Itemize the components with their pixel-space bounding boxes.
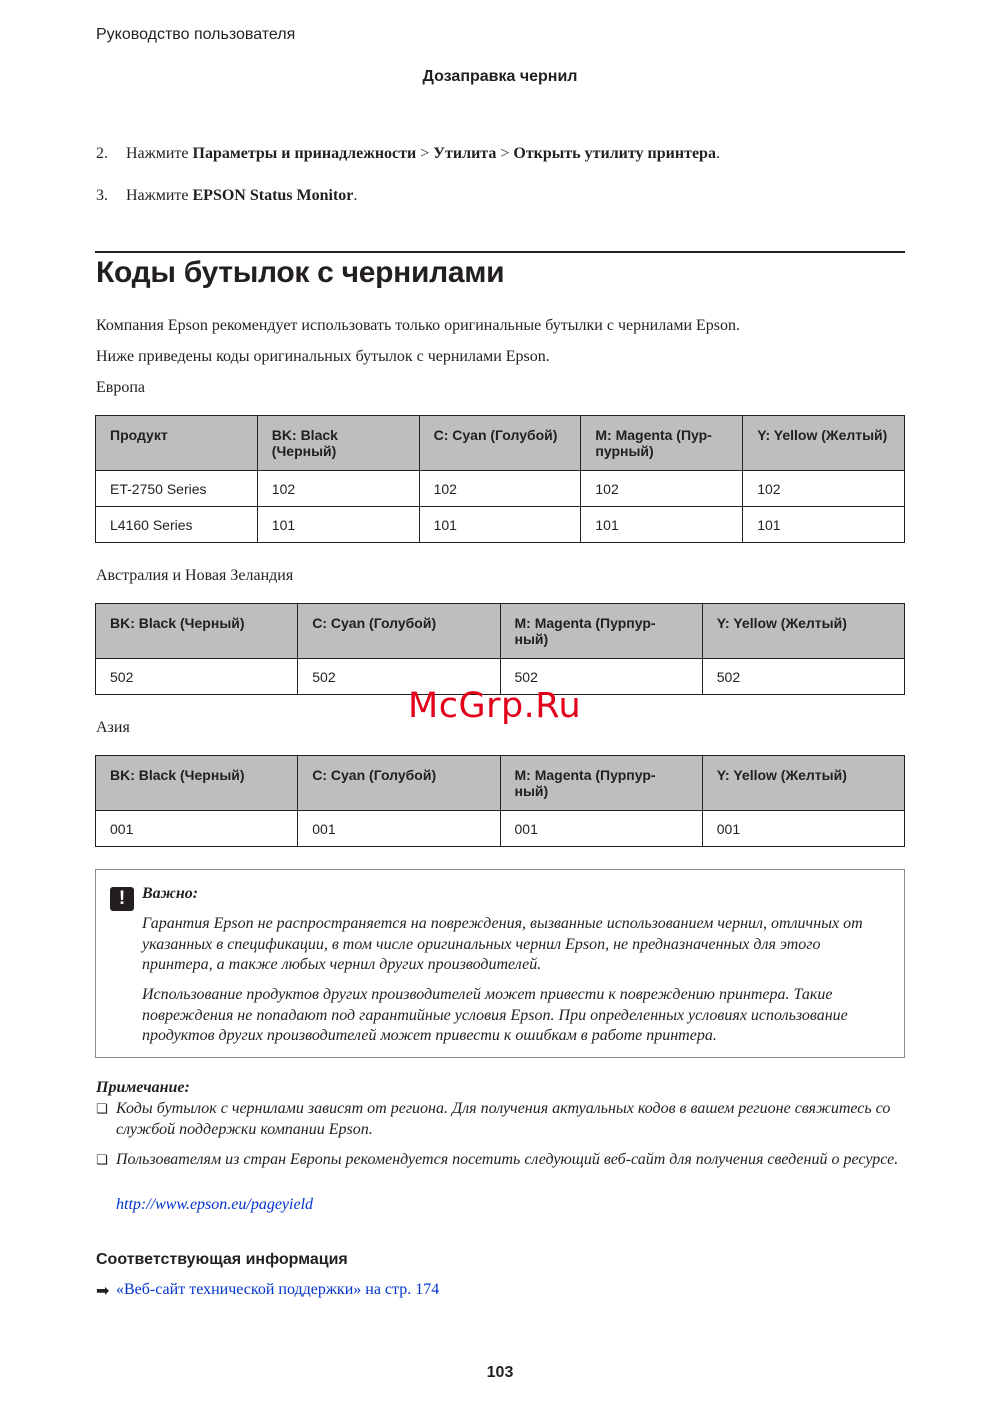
step-number: 3.: [96, 187, 108, 204]
table-cell: 001: [298, 811, 500, 847]
column-header: Y: Yellow (Желтый): [702, 604, 904, 659]
column-header: Продукт: [96, 416, 258, 471]
step-text: Нажмите: [126, 187, 193, 204]
column-header: C: Cyan (Голубой): [298, 756, 500, 811]
column-header: C: Cyan (Голубой): [419, 416, 581, 471]
table-cell: 102: [581, 471, 743, 507]
step-2: [96, 145, 720, 163]
column-header: M: Magenta (Пур-пурный): [581, 416, 743, 471]
column-header: BK: Black (Черный): [257, 416, 419, 471]
checkbox-bullet-icon: ❏: [96, 1102, 108, 1117]
note-item: Пользователям из стран Европы рекомендуется посетить следующий веб-сайт для получения сведений о ресурсе.: [116, 1151, 899, 1168]
table-cell: 502: [702, 659, 904, 695]
table-header-row: [96, 756, 905, 811]
note-item: Коды бутылок с чернилами зависят от региона. Для получения актуальных кодов в вашем регионе свяжитесь со службой поддержки компании Epson.: [116, 1100, 891, 1138]
step-suffix: .: [715, 145, 720, 162]
support-website-link[interactable]: «Веб-сайт технической поддержки» на стр. 174: [116, 1281, 440, 1298]
column-header: C: Cyan (Голубой): [298, 604, 500, 659]
table-header-row: [96, 604, 905, 659]
column-header: Y: Yellow (Желтый): [743, 416, 905, 471]
path-separator: >: [496, 145, 514, 162]
arrow-right-icon: ➡: [96, 1281, 110, 1300]
column-header: BK: Black (Черный): [96, 756, 298, 811]
asia-codes-table: [95, 755, 905, 847]
table-cell: 001: [96, 811, 298, 847]
region-label-europe: Европа: [96, 379, 145, 396]
step-suffix: .: [353, 187, 358, 204]
table-cell: 101: [581, 507, 743, 543]
step-text: Нажмите: [126, 145, 193, 162]
related-info-title: Соответствующая информация: [96, 1251, 348, 1268]
table-cell: ET-2750 Series: [96, 471, 258, 507]
important-paragraph: Гарантия Epson не распространяется на повреждения, вызванные использованием чернил, отличных от указанных в спецификации, в том числе оригинальных чернил Epson, не предназначенных для этого принтера, а также любых чернил других производителей.: [142, 915, 863, 973]
intro-paragraph: Ниже приведены коды оригинальных бутылок с чернилами Epson.: [96, 348, 550, 365]
table-cell: 502: [500, 659, 702, 695]
step-number: 2.: [96, 145, 108, 162]
table-cell: 502: [96, 659, 298, 695]
column-header: M: Magenta (Пурпур-ный): [500, 604, 702, 659]
table-header-row: [96, 416, 905, 471]
heading-rule: [95, 251, 905, 253]
menu-path-status-monitor: EPSON Status Monitor: [192, 187, 354, 204]
column-header: M: Magenta (Пурпур-ный): [500, 756, 702, 811]
menu-path-open-utility: Открыть утилиту принтера: [513, 145, 716, 162]
region-label-australia: Австралия и Новая Зеландия: [96, 567, 294, 584]
page-number: 103: [486, 1364, 514, 1381]
table-cell: 102: [743, 471, 905, 507]
region-label-asia: Азия: [96, 719, 130, 736]
important-callout: [95, 869, 905, 1058]
important-title: Важно:: [142, 885, 199, 902]
pageyield-link[interactable]: http://www.epson.eu/pageyield: [116, 1196, 314, 1213]
europe-codes-table: [95, 415, 905, 543]
table-cell: 101: [743, 507, 905, 543]
important-paragraph: Использование продуктов других производителей может привести к повреждению принтера. Такие повреждения не попадают под гарантийные условия Epson. При определенных условиях использование продуктов других производителей может привести к ошибкам в работе принтера.: [142, 986, 848, 1044]
table-cell: L4160 Series: [96, 507, 258, 543]
running-title: Руководство пользователя: [96, 26, 296, 43]
table-cell: 102: [419, 471, 581, 507]
path-separator: >: [416, 145, 434, 162]
section-title: Дозаправка чернил: [422, 68, 578, 85]
table-cell: 101: [419, 507, 581, 543]
table-cell: 502: [298, 659, 500, 695]
step-3: [96, 187, 357, 205]
australia-codes-table: [95, 603, 905, 695]
table-cell: 101: [257, 507, 419, 543]
table-cell: 001: [500, 811, 702, 847]
menu-path-utility: Утилита: [433, 145, 497, 162]
page-title: Коды бутылок с чернилами: [96, 256, 505, 289]
column-header: Y: Yellow (Желтый): [702, 756, 904, 811]
table-row: [96, 507, 905, 543]
checkbox-bullet-icon: ❏: [96, 1153, 108, 1168]
watermark: McGrp.Ru: [408, 686, 582, 726]
note-title: Примечание:: [96, 1079, 190, 1096]
table-cell: 001: [702, 811, 904, 847]
table-row: [96, 811, 905, 847]
table-row: [96, 471, 905, 507]
table-cell: 102: [257, 471, 419, 507]
exclamation-icon: !: [110, 887, 134, 911]
column-header: BK: Black (Черный): [96, 604, 298, 659]
intro-paragraph: Компания Epson рекомендует использовать только оригинальные бутылки с чернилами Epson.: [96, 317, 740, 334]
menu-path-parameters: Параметры и принадлежности: [192, 145, 417, 162]
